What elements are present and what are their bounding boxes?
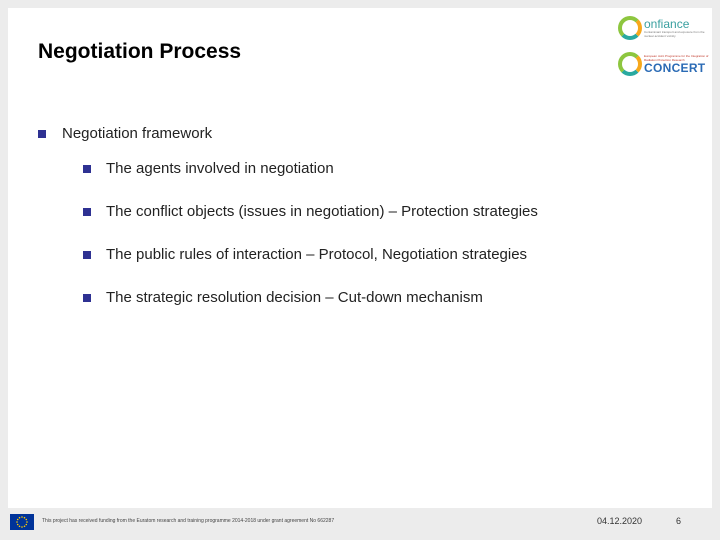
square-bullet-icon — [83, 165, 91, 173]
slide-date: 04.12.2020 — [597, 516, 643, 526]
confiance-logo-name: onfiance — [644, 17, 690, 31]
sub-bullet-text: The strategic resolution decision – Cut-down mechanism — [106, 289, 483, 306]
sub-bullet-conflict-objects — [83, 203, 538, 220]
slide-number: 6 — [676, 516, 682, 526]
sub-bullet-public-rules — [83, 246, 527, 263]
square-bullet-icon — [83, 251, 91, 259]
confiance-logo-icon — [618, 16, 642, 40]
square-bullet-icon — [38, 130, 46, 138]
sub-bullet-text: The conflict objects (issues in negotiation) – Protection strategies — [106, 203, 538, 220]
slide-footer — [0, 508, 720, 540]
bullet-text: Negotiation framework — [62, 125, 213, 142]
concert-logo — [618, 52, 710, 76]
funding-notice: This project has received funding from the Euratom research and training programme 2014-2018 under grant agreement No 662287 — [42, 518, 335, 524]
sub-bullet-text: The public rules of interaction – Protocol, Negotiation strategies — [106, 246, 528, 263]
eu-flag-icon — [10, 514, 34, 530]
bullet-negotiation-framework — [38, 125, 212, 142]
square-bullet-icon — [83, 294, 91, 302]
slide-canvas — [8, 8, 712, 508]
sub-bullet-resolution — [83, 289, 483, 306]
confiance-logo-subtitle: Contaminant transport and exposure from the nuclear accident vicinity — [644, 30, 705, 38]
slide-title: Negotiation Process — [38, 40, 242, 63]
sub-bullet-agents — [83, 160, 334, 177]
sub-bullet-text: The agents involved in negotiation — [106, 160, 334, 177]
concert-logo-subtitle: European Joint Programme for the Integration of Radiation Protection Research — [644, 54, 709, 62]
confiance-logo — [618, 16, 710, 40]
square-bullet-icon — [83, 208, 91, 216]
concert-logo-icon — [618, 52, 642, 76]
concert-logo-name: CONCERT — [644, 61, 706, 75]
